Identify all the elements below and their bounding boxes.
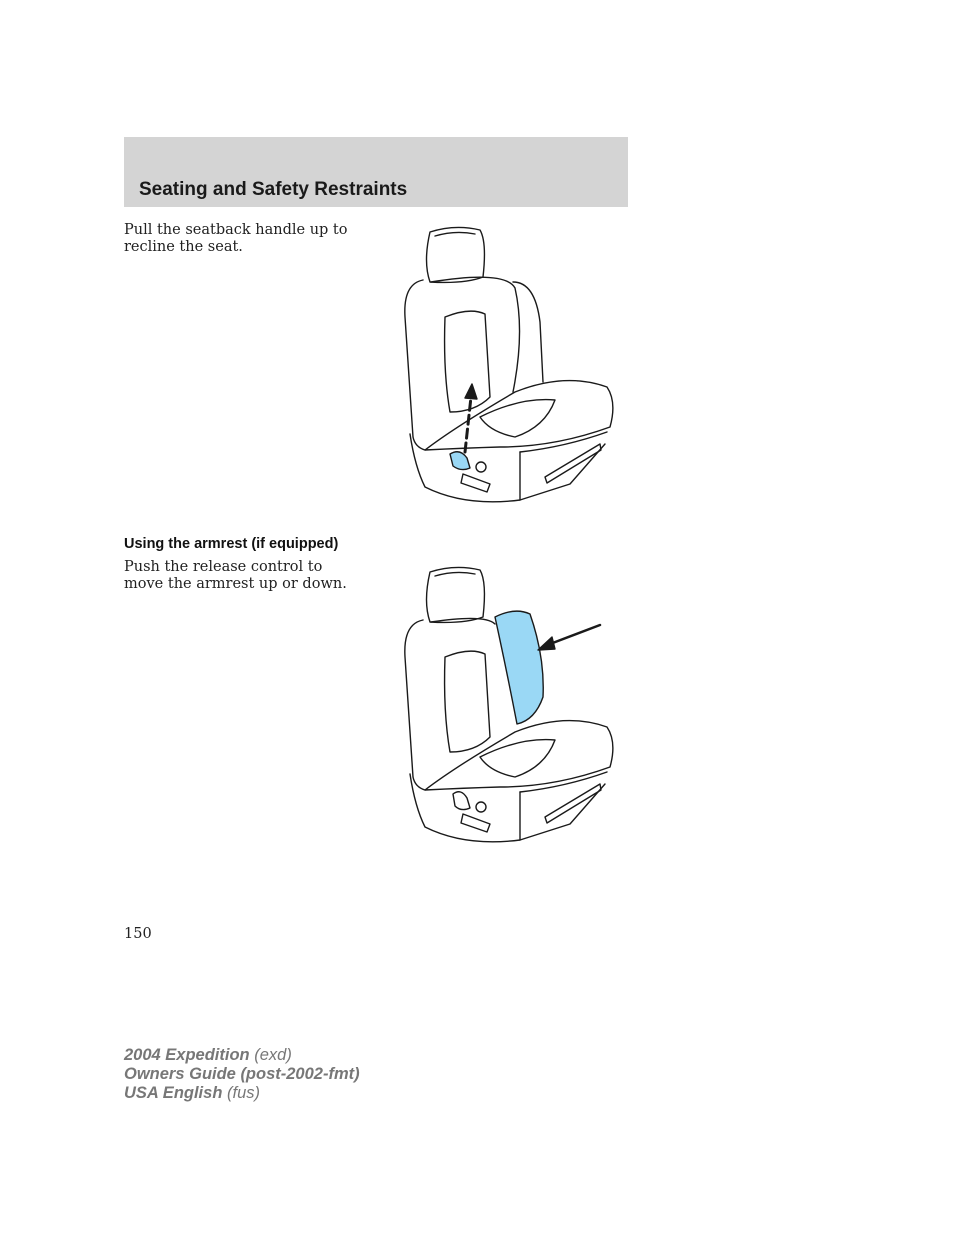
footer-language-code: (fus): [227, 1084, 260, 1102]
document-footer: [124, 1046, 360, 1103]
seat-armrest-illustration: [395, 562, 620, 854]
seat-recline-illustration: [395, 222, 620, 514]
recline-instruction: Pull the seatback handle up to recline the seat.: [124, 222, 348, 255]
footer-guide: Owners Guide (post-2002-fmt): [124, 1065, 360, 1083]
armrest-subheading: Using the armrest (if equipped): [124, 536, 339, 552]
footer-model-code: (exd): [254, 1046, 292, 1064]
page-number: 150: [124, 926, 152, 942]
footer-language: USA English: [124, 1084, 223, 1102]
armrest-instruction: Push the release control to move the armrest up or down.: [124, 559, 347, 592]
section-title: Seating and Safety Restraints: [139, 179, 408, 200]
footer-model: 2004 Expedition: [124, 1046, 250, 1064]
section-header-band: [124, 137, 628, 207]
